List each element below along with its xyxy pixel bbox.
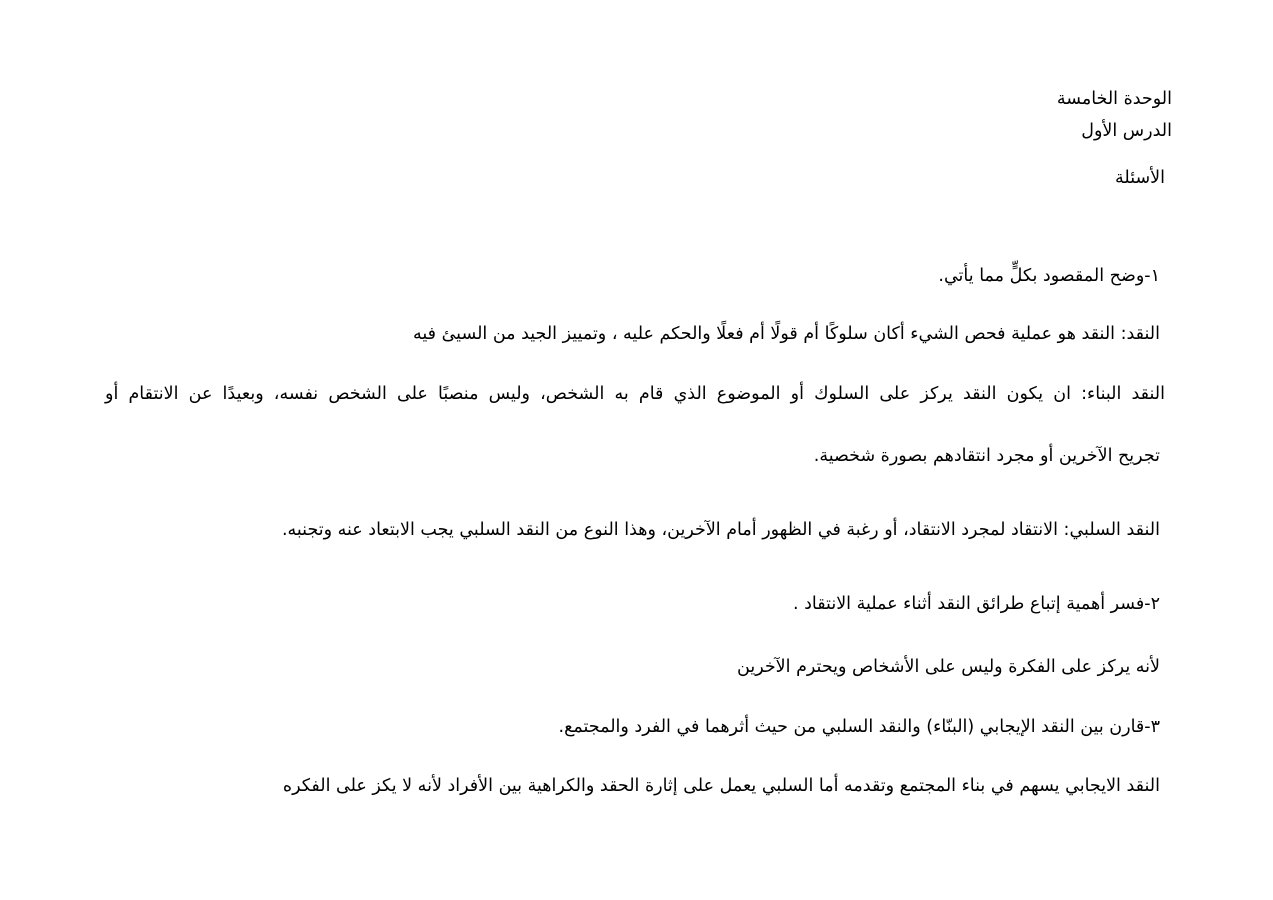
questions-heading: الأسئلة bbox=[1115, 168, 1165, 188]
question-3: ٣-قارن بين النقد الإيجابي (البنّاء) والنقد السلبي من حيث أثرهما في الفرد والمجتمع. bbox=[558, 717, 1160, 737]
unit-heading: الوحدة الخامسة bbox=[1056, 89, 1172, 109]
constructive-criticism-line-2: تجريح الآخرين أو مجرد انتقادهم بصورة شخصية. bbox=[813, 446, 1160, 466]
constructive-criticism-line-1: النقد البناء: ان يكون النقد يركز على السلوك أو الموضوع الذي قام به الشخص، وليس منصبًا على الشخص نفسه، وبعيدًا عن الانتقام أو bbox=[105, 384, 1165, 404]
answer-2: لأنه يركز على الفكرة وليس على الأشخاص ويحترم الآخرين bbox=[737, 657, 1160, 677]
criticism-definition: النقد: النقد هو عملية فحص الشيء أكان سلوكًا أم قولًا أم فعلًا والحكم عليه ، وتمييز الجيد من السيئ فيه bbox=[413, 324, 1160, 344]
negative-criticism-definition: النقد السلبي: الانتقاد لمجرد الانتقاد، أو رغبة في الظهور أمام الآخرين، وهذا النوع من النقد السلبي يجب الابتعاد عنه وتجنبه. bbox=[281, 520, 1160, 540]
question-1: ١-وضح المقصود بكلٍّ مما يأتي. bbox=[938, 266, 1160, 286]
lesson-heading: الدرس الأول bbox=[1081, 121, 1172, 141]
answer-3: النقد الايجابي يسهم في بناء المجتمع وتقدمه أما السلبي يعمل على إثارة الحقد والكراهية بين الأفراد لأنه لا يكز على الفكره bbox=[282, 776, 1160, 796]
question-2: ٢-فسر أهمية إتباع طرائق النقد أثناء عملية الانتقاد . bbox=[792, 594, 1160, 614]
